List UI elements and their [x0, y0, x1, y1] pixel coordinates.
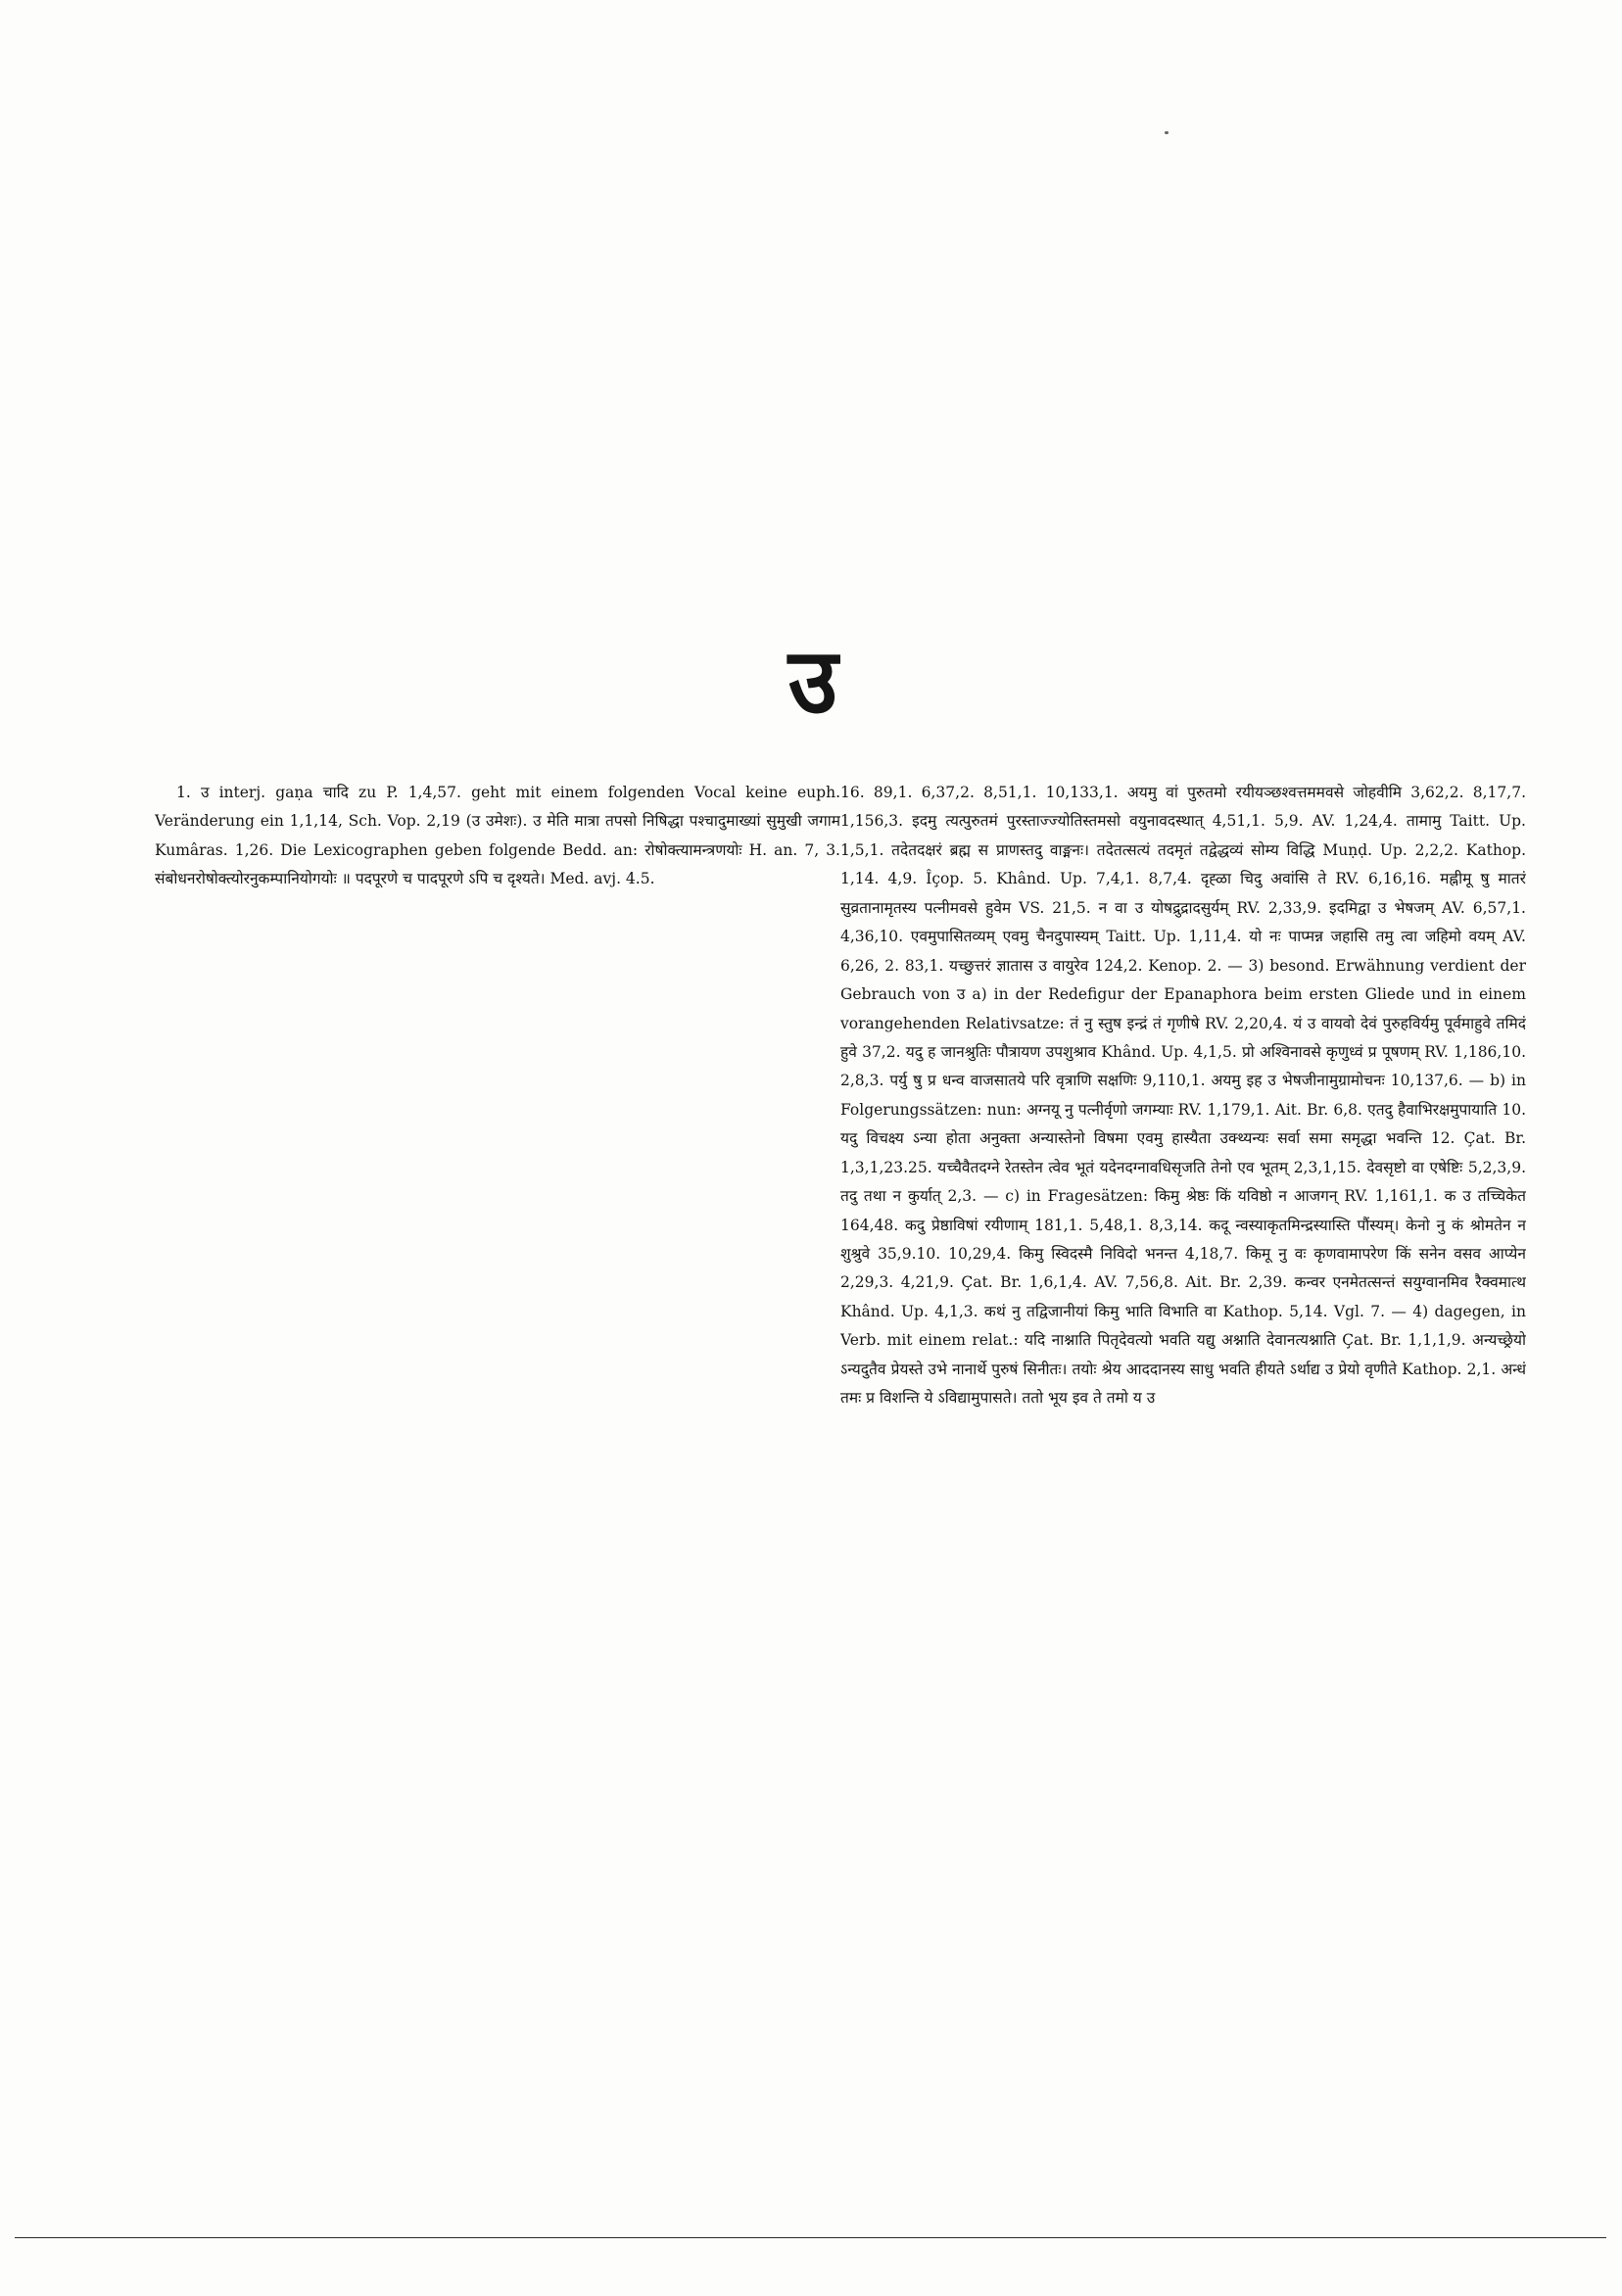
scan-speck	[1165, 131, 1169, 134]
head-letter: उ	[787, 628, 838, 734]
left-column	[155, 779, 840, 1964]
entry-paragraph: 1. उ interj. gaṇa चादि zu P. 1,4,57. geht mit einem folgenden Vocal keine euph. Veränderung ein 1,1,14, Sch. Vop. 2,19 (उ उमेशः). उ मेति मात्रा तपसो निषिद्धा पश्चादुमाख्यां सुमुखी जगाम Kumâras. 1,26. Die Lexicographen geben folgende Bedd. an: रोषोक्त्यामन्त्रणयोः H. an. 7, 3. संबोधनरोषोक्त्योरनुकम्पानियोगयोः ॥ पदपूरणे च पादपूरणे ऽपि च दृश्यते। Med. avj. 4.5.	[155, 784, 840, 888]
right-column	[840, 779, 1526, 1964]
entry-paragraph: 16. 89,1. 6,37,2. 8,51,1. 10,133,1. अयमु वां पुरुतमो रयीयञ्छश्वत्तममवसे जोहवीमि 3,62,2. 8,17,7. 1,156,3. इदमु त्यत्पुरुतमं पुरस्ताज्ज्योतिस्तमसो वयुनावदस्थात् 4,51,1. 5,9. AV. 1,24,4. तामामु Taitt. Up. 1,5,1. तदेतदक्षरं ब्रह्म स प्राणस्तदु वाङ्मनः। तदेतत्सत्यं तदमृतं तद्वेद्धव्यं सोम्य विद्धि Muṇḍ. Up. 2,2,2. Kathop. 1,14. 4,9. Îçop. 5. Khând. Up. 7,4,1. 8,7,4. दृह्ळा चिदु अवांसि ते RV. 6,16,16. मह्नीमू षु मातरं सुव्रतानामृतस्य पत्नीमवसे हुवेम VS. 21,5. न वा उ योषद्रुद्रादसुर्यम् RV. 2,33,9. इदमिद्वा उ भेषजम् AV. 6,57,1. 4,36,10. एवमुपासितव्यम् एवमु चैनदुपास्यम् Taitt. Up. 1,11,4. यो नः पाप्मन्न जहासि तमु त्वा जहिमो वयम् AV. 6,26, 2. 83,1. यच्छुत्तरं ज्ञातास उ वायुरेव 124,2. Kenop. 2. — 3) besond. Erwähnung verdient der Gebrauch von उ a) in der Redefigur der Epanaphora beim ersten Gliede und in einem vorangehenden Relativsatze: तं नु स्तुष इन्द्रं तं गृणीषे RV. 2,20,4. यं उ वायवो देवं पुरुहविर्यमु पूर्वमाहुवे तमिदं हुवे 37,2. यदु ह जानश्रुतिः पौत्रायण उपशुश्राव Khând. Up. 4,1,5. प्रो अश्विनावसे कृणुध्वं प्र पूषणम् RV. 1,186,10. 2,8,3. पर्यु षु प्र धन्व वाजसातये परि वृत्राणि सक्षणिः 9,110,1. अयमु इह उ भेषजीनामुग्रामोचनः 10,137,6. — b) in Folgerungssätzen: nun: अग्नयू नु पत्नीर्वृणो जगम्याः RV. 1,179,1. Ait. Br. 6,8. एतदु हैवाभिरक्षमुपायाति 10. यदु विचक्ष्य ऽन्या होता अनुक्ता अन्यास्तेनो विषमा एवमु हास्यैता उक्थ्यन्यः सर्वा समा समृद्धा भवन्ति 12. Çat. Br. 1,3,1,23.25. यच्चैवैतदग्ने रेतस्तेन त्वेव भूतं यदेनदग्नावधिसृजति तेनो एव भूतम् 2,3,1,15. देवसृष्टो वा एषेष्टिः 5,2,3,9. तदु तथा न कुर्यात् 2,3. — c) in Fragesätzen: किमु श्रेष्ठः किं यविष्ठो न आजगन् RV. 1,161,1. क उ तच्चिकेत 164,48. कदु प्रेष्ठाविषां रयीणाम् 181,1. 5,48,1. 8,3,14. कदू न्वस्याकृतमिन्द्रस्यास्ति पौंस्यम्। केनो नु कं श्रोमतेन न शुश्रुवे 35,9.10. 10,29,4. किमु स्विदस्मै निविदो भनन्त 4,18,7. किमू नु वः कृणवामापरेण किं सनेन वसव आप्येन 2,29,3. 4,21,9. Çat. Br. 1,6,1,4. AV. 7,56,8. Ait. Br. 2,39. कन्वर एनमेतत्सन्तं सयुग्वानमिव रैक्वमात्थ Khând. Up. 4,1,3. कथं नु तद्विजानीयां किमु भाति विभाति वा Kathop. 5,14. Vgl. 7. — 4) dagegen, in Verb. mit einem relat.: यदि नाश्नाति पितृदेवत्यो भवति यद्यु अश्नाति देवानत्यश्नाति Çat. Br. 1,1,1,9. अन्यच्छ्रेयो ऽन्यदुतैव प्रेयस्ते उभे नानार्थे पुरुषं सिनीतः। तयोः श्रेय आददानस्य साधु भवति हीयते ऽर्थाद्य उ प्रेयो वृणीते Kathop. 2,1. अन्धं तमः प्र विशन्ति ये ऽविद्यामुपासते। ततो भूय इव ते तमो य उ	[840, 784, 1526, 1408]
bottom-rule	[15, 2237, 1606, 2238]
